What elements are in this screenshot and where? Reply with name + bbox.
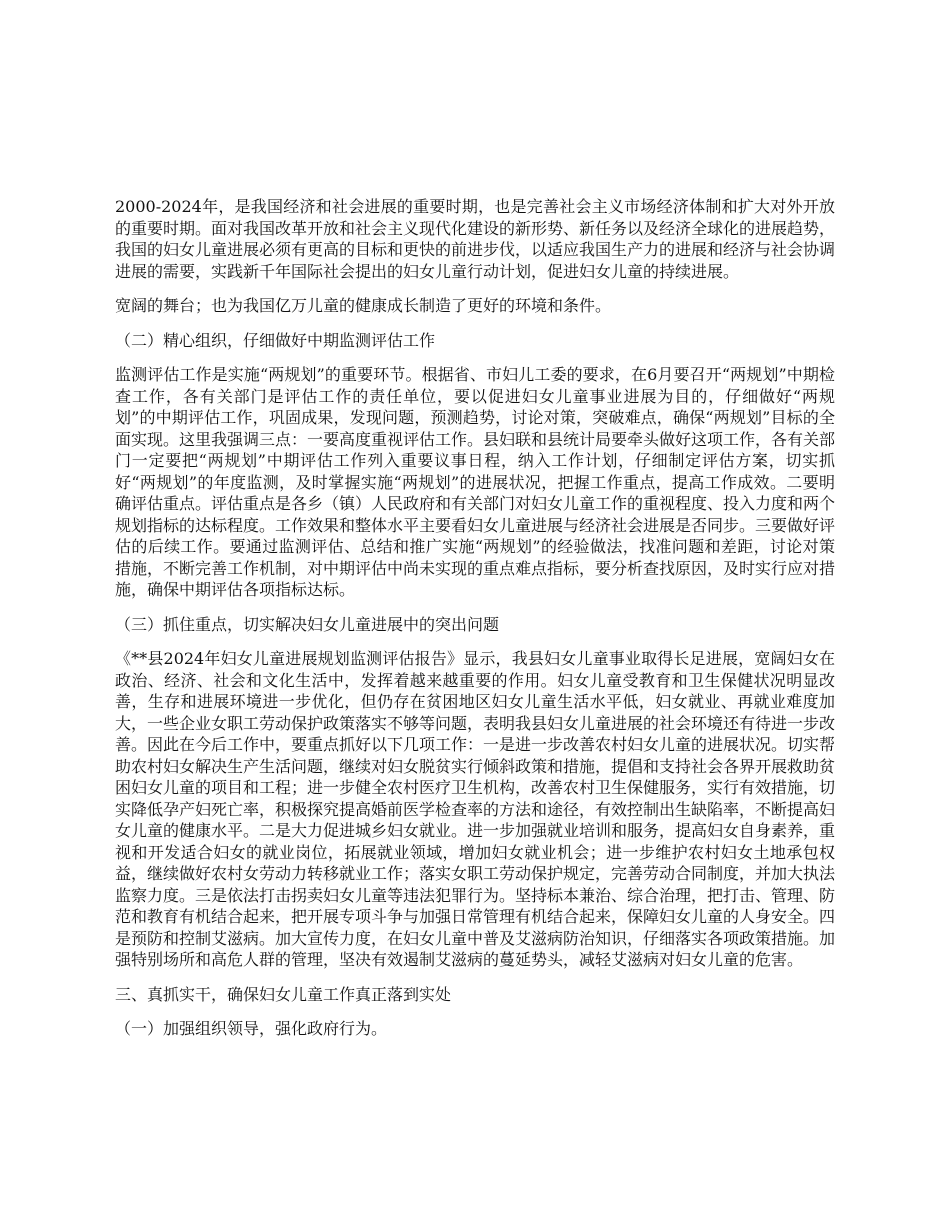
- paragraph-stage: 宽阔的舞台；也为我国亿万儿童的健康成长制造了更好的环境和条件。: [115, 296, 612, 315]
- chapter-heading-3: 三、真抓实干，确保妇女儿童工作真正落到实处: [115, 984, 452, 1004]
- paragraph-key-issues: 《**县2024年妇女儿童进展规划监测评估报告》显示，我县妇女儿童事业取得长足进展，宽阔妇女在政治、经济、社会和文化生活中，发挥着越来越重要的作用。妇女儿童受教育和卫生保健状况明显改善，生存和进展环境进一步优化，但仍存在贫困地区妇女儿童生活水平低，妇女就业、再就业难度加大，一些企业女职工劳动保护政策落实不够等问题，表明我县妇女儿童进展的社会环境还有待进一步改善。因此在今后工作中，要重点抓好以下几项工作：一是进一步改善农村妇女儿童的进展状况。切实帮助农村妇女解决生产生活问题，继续对妇女脱贫实行倾斜政策和措施，提倡和支持社会各界开展救助贫困妇女儿童的项目和工程；进一步健全农村医疗卫生机构，改善农村卫生保健服务，实行有效措施，切实降低孕产妇死亡率，积极探究提高婚前医学检查率的方法和途径，有效控制出生缺陷率，不断提高妇女儿童的健康水平。二是大力促进城乡妇女就业。进一步加强就业培训和服务，提高妇女自身素养，重视和开发适合妇女的就业岗位，拓展就业领域，增加妇女就业机会；进一步维护农村妇女土地承包权益，继续做好农村女劳动力转移就业工作；落实女职工劳动保护规定，完善劳动合同制度，并加大执法监察力度。三是依法打击拐卖妇女儿童等违法犯罪行为。坚持标本兼治、综合治理，把打击、管理、防范和教育有机结合起来，把开展专项斗争与加强日常管理有机结合起来，保障妇女儿童的人身安全。四是预防和控制艾滋病。加大宣传力度，在妇女儿童中普及艾滋病防治知识，仔细落实各项政策措施。加强特别场所和高危人群的管理，坚决有效遏制艾滋病的蔓延势头，减轻艾滋病对妇女儿童的危害。: [115, 649, 836, 969]
- section-heading-3: （三）抓住重点，切实解决妇女儿童进展中的突出问题: [115, 614, 500, 634]
- section-heading-1: （一）加强组织领导，强化政府行为。: [115, 1019, 388, 1038]
- document-body: [115, 196, 835, 1053]
- paragraph-evaluation: 监测评估工作是实施“两规划”的重要环节。根据省、市妇儿工委的要求，在6月要召开“两规划”中期检查工作，各有关部门是评估工作的责任单位，要以促进妇女儿童事业进展为目的，仔细做好“两规划”的中期评估工作，巩固成果，发现问题，预测趋势，讨论对策，突破难点，确保“两规划”目标的全面实现。这里我强调三点：一要高度重视评估工作。县妇联和县统计局要牵头做好这项工作，各有关部门一定要把“两规划”中期评估工作列入重要议事日程，纳入工作计划，仔细制定评估方案，切实抓好“两规划”的年度监测，及时掌握实施“两规划”的进展状况，把握工作重点，提高工作成效。二要明确评估重点。评估重点是各乡（镇）人民政府和有关部门对妇女儿童工作的重视程度、投入力度和两个规划指标的达标程度。工作效果和整体水平主要看妇女儿童进展与经济社会进展是否同步。三要做好评估的后续工作。要通过监测评估、总结和推广实施“两规划”的经验做法，找准问题和差距，讨论对策措施，不断完善工作机制，对中期评估中尚未实现的重点难点指标，要分析查找原因，及时实行应对措施，确保中期评估各项指标达标。: [115, 365, 836, 599]
- section-heading-2: （二）精心组织，仔细做好中期监测评估工作: [115, 330, 436, 350]
- paragraph-intro: 2000-2024年，是我国经济和社会进展的重要时期，也是完善社会主义市场经济体制和扩大对外开放的重要时期。面对我国改革开放和社会主义现代化建设的新形势、新任务以及经济全球化的进展趋势，我国的妇女儿童进展必须有更高的目标和更快的前进步伐，以适应我国生产力的进展和经济与社会协调进展的需要，实践新千年国际社会提出的妇女儿童行动计划，促进妇女儿童的持续进展。: [115, 197, 836, 281]
